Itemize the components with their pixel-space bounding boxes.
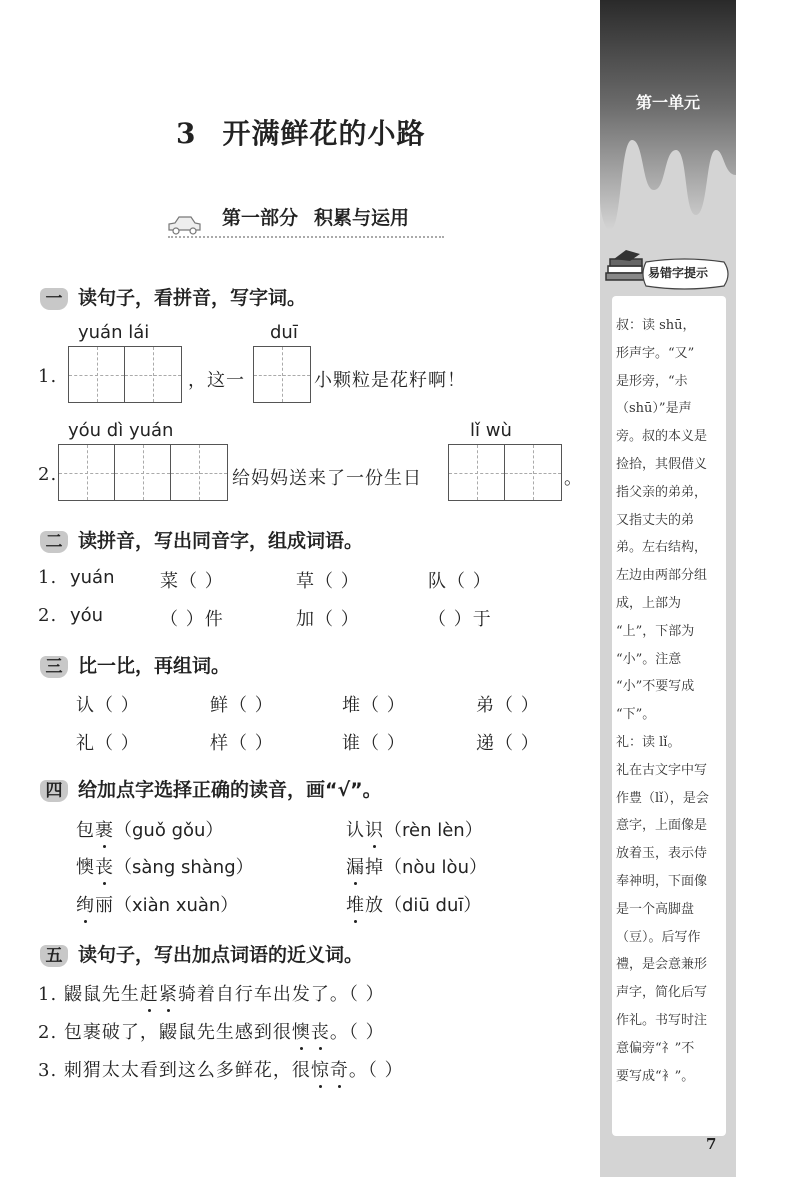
section-badge: 三 xyxy=(40,656,68,678)
fill-item[interactable]: 菜（ ） xyxy=(160,571,224,592)
question-text: 。 xyxy=(564,468,583,489)
note-line: 放着玉，表示侍 xyxy=(616,846,708,862)
section-title: 给加点字选择正确的读音，画“√”。 xyxy=(78,779,382,801)
dotted-char: 紧 xyxy=(159,980,178,1006)
section-badge: 二 xyxy=(40,531,68,553)
pinyin-hint: yuán lái xyxy=(78,322,150,343)
note-line: 左边由两部分组 xyxy=(616,568,708,584)
note-line: “小”。注意 xyxy=(616,651,682,667)
unit-label: 第一单元 xyxy=(635,93,700,112)
pinyin-options[interactable]: （rèn lèn） xyxy=(384,820,483,841)
question-number: 1. xyxy=(38,366,58,387)
writing-grid[interactable] xyxy=(68,346,182,403)
question-number: 3. xyxy=(38,1060,58,1081)
question-text: 鼹鼠先生 xyxy=(63,984,140,1005)
fill-item[interactable]: 礼（ ） xyxy=(76,733,140,754)
word-char: 识 xyxy=(365,816,384,842)
fill-item[interactable]: 堆（ ） xyxy=(342,695,406,716)
answer-blank[interactable]: 。（ ） xyxy=(329,1022,385,1043)
section-1-heading xyxy=(40,283,306,310)
question-number: 1. xyxy=(38,984,58,1005)
note-line: 作礼。书写时注 xyxy=(616,1012,708,1028)
note-line: 要写成“衤”。 xyxy=(616,1068,695,1084)
fill-item[interactable]: 谁（ ） xyxy=(342,733,406,754)
fill-item[interactable]: 认（ ） xyxy=(76,695,140,716)
dotted-word xyxy=(311,1060,349,1081)
part-label: 第一部分 xyxy=(222,207,299,229)
section-5-heading xyxy=(40,940,363,967)
word-char: 裹 xyxy=(95,816,114,842)
section-title: 读句子，写出加点词语的近义词。 xyxy=(78,944,364,966)
dotted-word xyxy=(140,984,178,1005)
note-line: 意字，上面像是 xyxy=(616,818,708,834)
note-line: 指父亲的弟弟， xyxy=(616,484,708,500)
question-number: 2. xyxy=(38,605,58,626)
note-line: 成，上部为 xyxy=(616,595,682,611)
reading-choice[interactable] xyxy=(76,853,254,879)
note-line: 禮，是会意兼形 xyxy=(616,957,708,973)
pinyin-hint: yóu xyxy=(70,605,104,626)
section-4-heading xyxy=(40,775,382,802)
part-heading xyxy=(222,203,409,230)
car-icon xyxy=(166,212,202,236)
sidebar-header-drip xyxy=(600,0,736,235)
note-line: 旁。叔的本义是 xyxy=(616,429,708,445)
word-char: 堆 xyxy=(346,891,365,917)
reading-choice[interactable] xyxy=(346,853,487,879)
answer-blank[interactable]: 骑着自行车出发了。（ ） xyxy=(177,984,385,1005)
question-text: 给妈妈送来了一份生日 xyxy=(232,468,422,489)
answer-blank[interactable]: 。（ ） xyxy=(348,1060,404,1081)
pinyin-options[interactable]: （diū duī） xyxy=(384,895,482,916)
section-2-heading xyxy=(40,526,363,553)
fill-item[interactable]: 草（ ） xyxy=(296,571,360,592)
note-line: 又指丈夫的弟 xyxy=(616,512,695,528)
page-margin xyxy=(737,0,800,1177)
part-underline xyxy=(168,236,444,240)
dotted-char: 赶 xyxy=(140,980,159,1006)
pinyin-options[interactable]: （sàng shàng） xyxy=(114,857,254,878)
lesson-number: 3 xyxy=(176,117,197,150)
note-line: 奉神明，下面像 xyxy=(616,873,708,889)
fill-item[interactable]: 弟（ ） xyxy=(476,695,540,716)
pinyin-options[interactable]: （guǒ gǒu） xyxy=(114,820,224,841)
lesson-title: 开满鲜花的小路 xyxy=(222,117,426,150)
reading-choice[interactable] xyxy=(346,816,483,842)
fill-item[interactable]: 鲜（ ） xyxy=(210,695,274,716)
pinyin-hint: lǐ wù xyxy=(470,420,512,441)
question-number: 1. xyxy=(38,567,58,588)
writing-grid[interactable] xyxy=(58,444,228,501)
reading-choice[interactable] xyxy=(76,891,238,917)
section-title: 比一比，再组词。 xyxy=(78,655,231,677)
part-title: 积累与运用 xyxy=(314,207,410,229)
dotted-char: 惊 xyxy=(311,1056,330,1082)
pinyin-options[interactable]: （xiàn xuàn） xyxy=(114,895,239,916)
fill-item[interactable]: （ ）于 xyxy=(428,609,492,630)
note-line: （豆）。后写作 xyxy=(616,929,701,945)
section-badge: 一 xyxy=(40,288,68,310)
question-number: 2. xyxy=(38,464,58,485)
section-3-heading xyxy=(40,651,230,678)
note-line: “小”不要写成 xyxy=(616,679,695,695)
writing-grid[interactable] xyxy=(253,346,311,403)
word-char: 掉 xyxy=(365,857,384,878)
note-line: 作豊（lǐ），是会 xyxy=(616,790,709,806)
question-line xyxy=(38,1018,385,1044)
section-title: 读拼音，写出同音字，组成词语。 xyxy=(78,530,364,552)
note-line: 声字，简化后写 xyxy=(616,985,708,1001)
note-line: 意偏旁“礻”不 xyxy=(616,1040,695,1056)
note-line: 礼在古文字中写 xyxy=(616,762,708,778)
section-badge: 五 xyxy=(40,945,68,967)
section-badge: 四 xyxy=(40,780,68,802)
note-text xyxy=(616,312,709,1090)
word-char: 丧 xyxy=(95,853,114,879)
page-title xyxy=(176,112,426,152)
section-title: 读句子，看拼音，写字词。 xyxy=(78,287,307,309)
fill-item[interactable]: 递（ ） xyxy=(476,733,540,754)
question-line xyxy=(38,1056,404,1082)
pinyin-options[interactable]: （nòu lòu） xyxy=(384,857,487,878)
dotted-char: 奇 xyxy=(330,1056,349,1082)
reading-choice[interactable] xyxy=(346,891,481,917)
word-char: 丽 xyxy=(95,895,114,916)
note-line: （shū）”是声 xyxy=(616,401,692,417)
word-char: 漏 xyxy=(346,853,365,879)
fill-item[interactable]: 样（ ） xyxy=(210,733,274,754)
note-line: 是形旁，“尗 xyxy=(616,373,688,389)
dotted-char: 懊 xyxy=(292,1018,311,1044)
word-char: 放 xyxy=(365,895,384,916)
note-line: 弟。左右结构， xyxy=(616,540,708,556)
question-text: 包裹破了，鼹鼠先生感到很 xyxy=(63,1022,292,1043)
pinyin-hint: yuán xyxy=(70,567,115,588)
reading-choice[interactable] xyxy=(76,816,223,842)
fill-item[interactable]: （ ）件 xyxy=(160,609,224,630)
note-line: “上”，下部为 xyxy=(616,623,695,639)
word-char: 懊 xyxy=(76,857,95,878)
dotted-char: 丧 xyxy=(311,1018,330,1044)
pinyin-hint: duī xyxy=(270,322,298,343)
note-line: 形声字。“又” xyxy=(616,345,695,361)
note-line: 礼：读 lǐ。 xyxy=(616,734,681,750)
dotted-word xyxy=(292,1022,330,1043)
writing-grid[interactable] xyxy=(448,444,562,501)
question-number: 2. xyxy=(38,1022,58,1043)
question-text: ，这一 xyxy=(188,370,245,391)
tip-title: 易错字提示 xyxy=(648,266,709,280)
question-text: 小颗粒是花籽啊！ xyxy=(314,370,466,391)
page-number: 7 xyxy=(706,1135,717,1153)
note-line: 叔：读 shū， xyxy=(616,318,696,333)
word-char: 认 xyxy=(346,820,365,841)
question-text: 刺猬太太看到这么多鲜花，很 xyxy=(63,1060,311,1081)
question-line xyxy=(38,980,385,1006)
word-char: 包 xyxy=(76,820,95,841)
note-line: 捡拾，其假借义 xyxy=(616,456,708,472)
fill-item[interactable]: 加（ ） xyxy=(296,609,360,630)
note-line: “下”。 xyxy=(616,707,656,723)
pinyin-hint: yóu dì yuán xyxy=(68,420,174,441)
fill-item[interactable]: 队（ ） xyxy=(428,571,492,592)
word-char: 绚 xyxy=(76,891,95,917)
note-line: 是一个高脚盘 xyxy=(616,901,695,917)
